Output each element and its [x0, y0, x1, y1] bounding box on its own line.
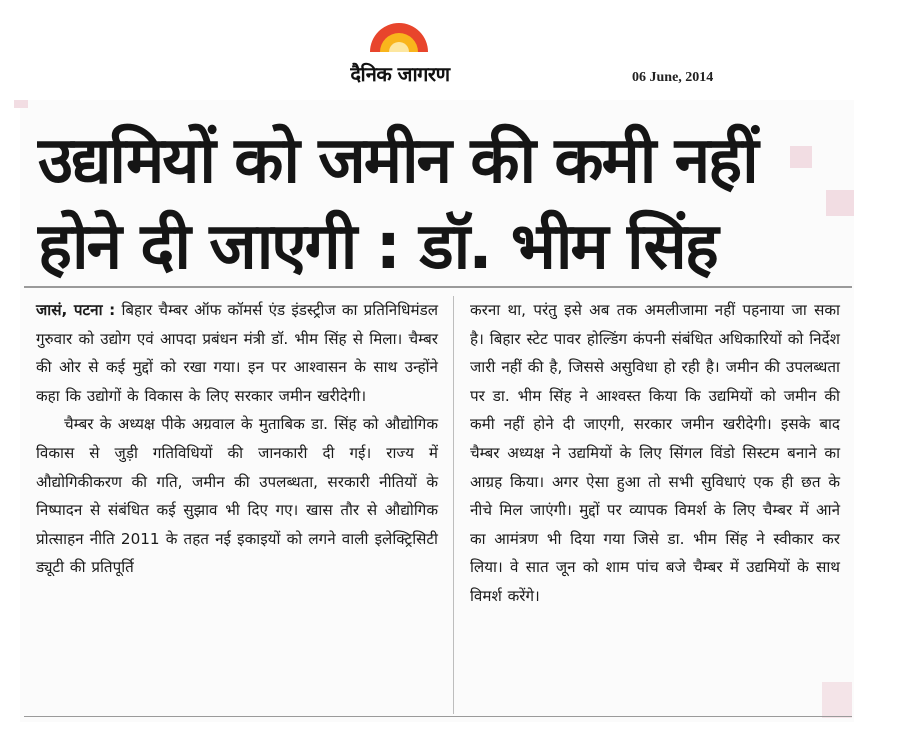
bottom-rule [24, 716, 852, 717]
headline-line-2: होने दी जाएगी : डॉ. भीम सिंह [38, 210, 717, 284]
paragraph-1: बिहार चैम्बर ऑफ कॉमर्स एंड इंडस्ट्रीज का प्रतिनिधिमंडल गुरुवार को उद्योग एवं आपदा प्रबंधन मंत्री डॉ. भीम सिंह से मिला। चैम्बर की ओर से कई मुद्दों को रखा गया। इन पर आश्वासन के साथ उन्होंने कहा कि उद्योगों के विकास के लिए सरकार जमीन खरीदेगी। [36, 301, 439, 405]
scan-mark [14, 100, 28, 108]
rising-sun-logo-icon [368, 16, 430, 54]
paragraph-2-part-2: करना था, परंतु इसे अब तक अमलीजामा नहीं पहनाया जा सका है। बिहार स्टेट पावर होल्डिंग कंपनी संबंधित अधिकारियों को निर्देश जारी नहीं की है, जिससे असुविधा हो रही है। जमीन की उपलब्धता पर डा. भीम सिंह ने आश्वस्त किया कि उद्यमियों को जमीन की कमी नहीं होने दी जाएगी, सरकार जमीन खरीदेगी। इसके बाद चैम्बर अध्यक्ष ने उद्यमियों के लिए सिंगल विंडो सिस्टम बनाने का आग्रह किया। अगर ऐसा हुआ तो सभी सुविधाएं एक ही छत के नीचे मिल जाएंगी। मुद्दों पर व्यापक विमर्श के लिए चैम्बर में आने का आमंत्रण भी दिया गया जिसे डा. भीम सिंह ने स्वीकार कर लिया। वे सात जून को शाम पांच बजे चैम्बर में उद्यमियों के साथ विमर्श करेंगे। [470, 301, 840, 605]
masthead [0, 0, 900, 100]
headline-rule [24, 286, 852, 288]
headline-line-1: उद्यमियों को जमीन की कमी नहीं [38, 124, 757, 198]
column-divider [453, 296, 454, 714]
paragraph-2-part-1: चैम्बर के अध्यक्ष पीके अग्रवाल के मुताबिक डा. सिंह को औद्योगिक विकास से जुड़ी गतिविधियों की जानकारी दी गई। राज्य में औद्योगिकीकरण की गति, जमीन की उपलब्धता, सरकारी नीतियों के निष्पादन से संबंधित कई सुझाव भी दिए गए। खास तौर से औद्योगिक प्रोत्साहन नीति 2011 के तहत नई इकाइयों को लगने वाली इलेक्ट्रिसिटी ड्यूटी की प्रतिपूर्ति [36, 415, 438, 577]
newspaper-logo: दैनिक जागरण [350, 62, 450, 86]
dateline: जासं, पटना : [36, 301, 116, 319]
headline [38, 118, 828, 290]
article-column-left [36, 296, 438, 582]
scan-mark [822, 682, 852, 718]
article-column-right [470, 296, 840, 611]
publication-date: 06 June, 2014 [632, 70, 714, 85]
scan-mark [826, 190, 854, 216]
